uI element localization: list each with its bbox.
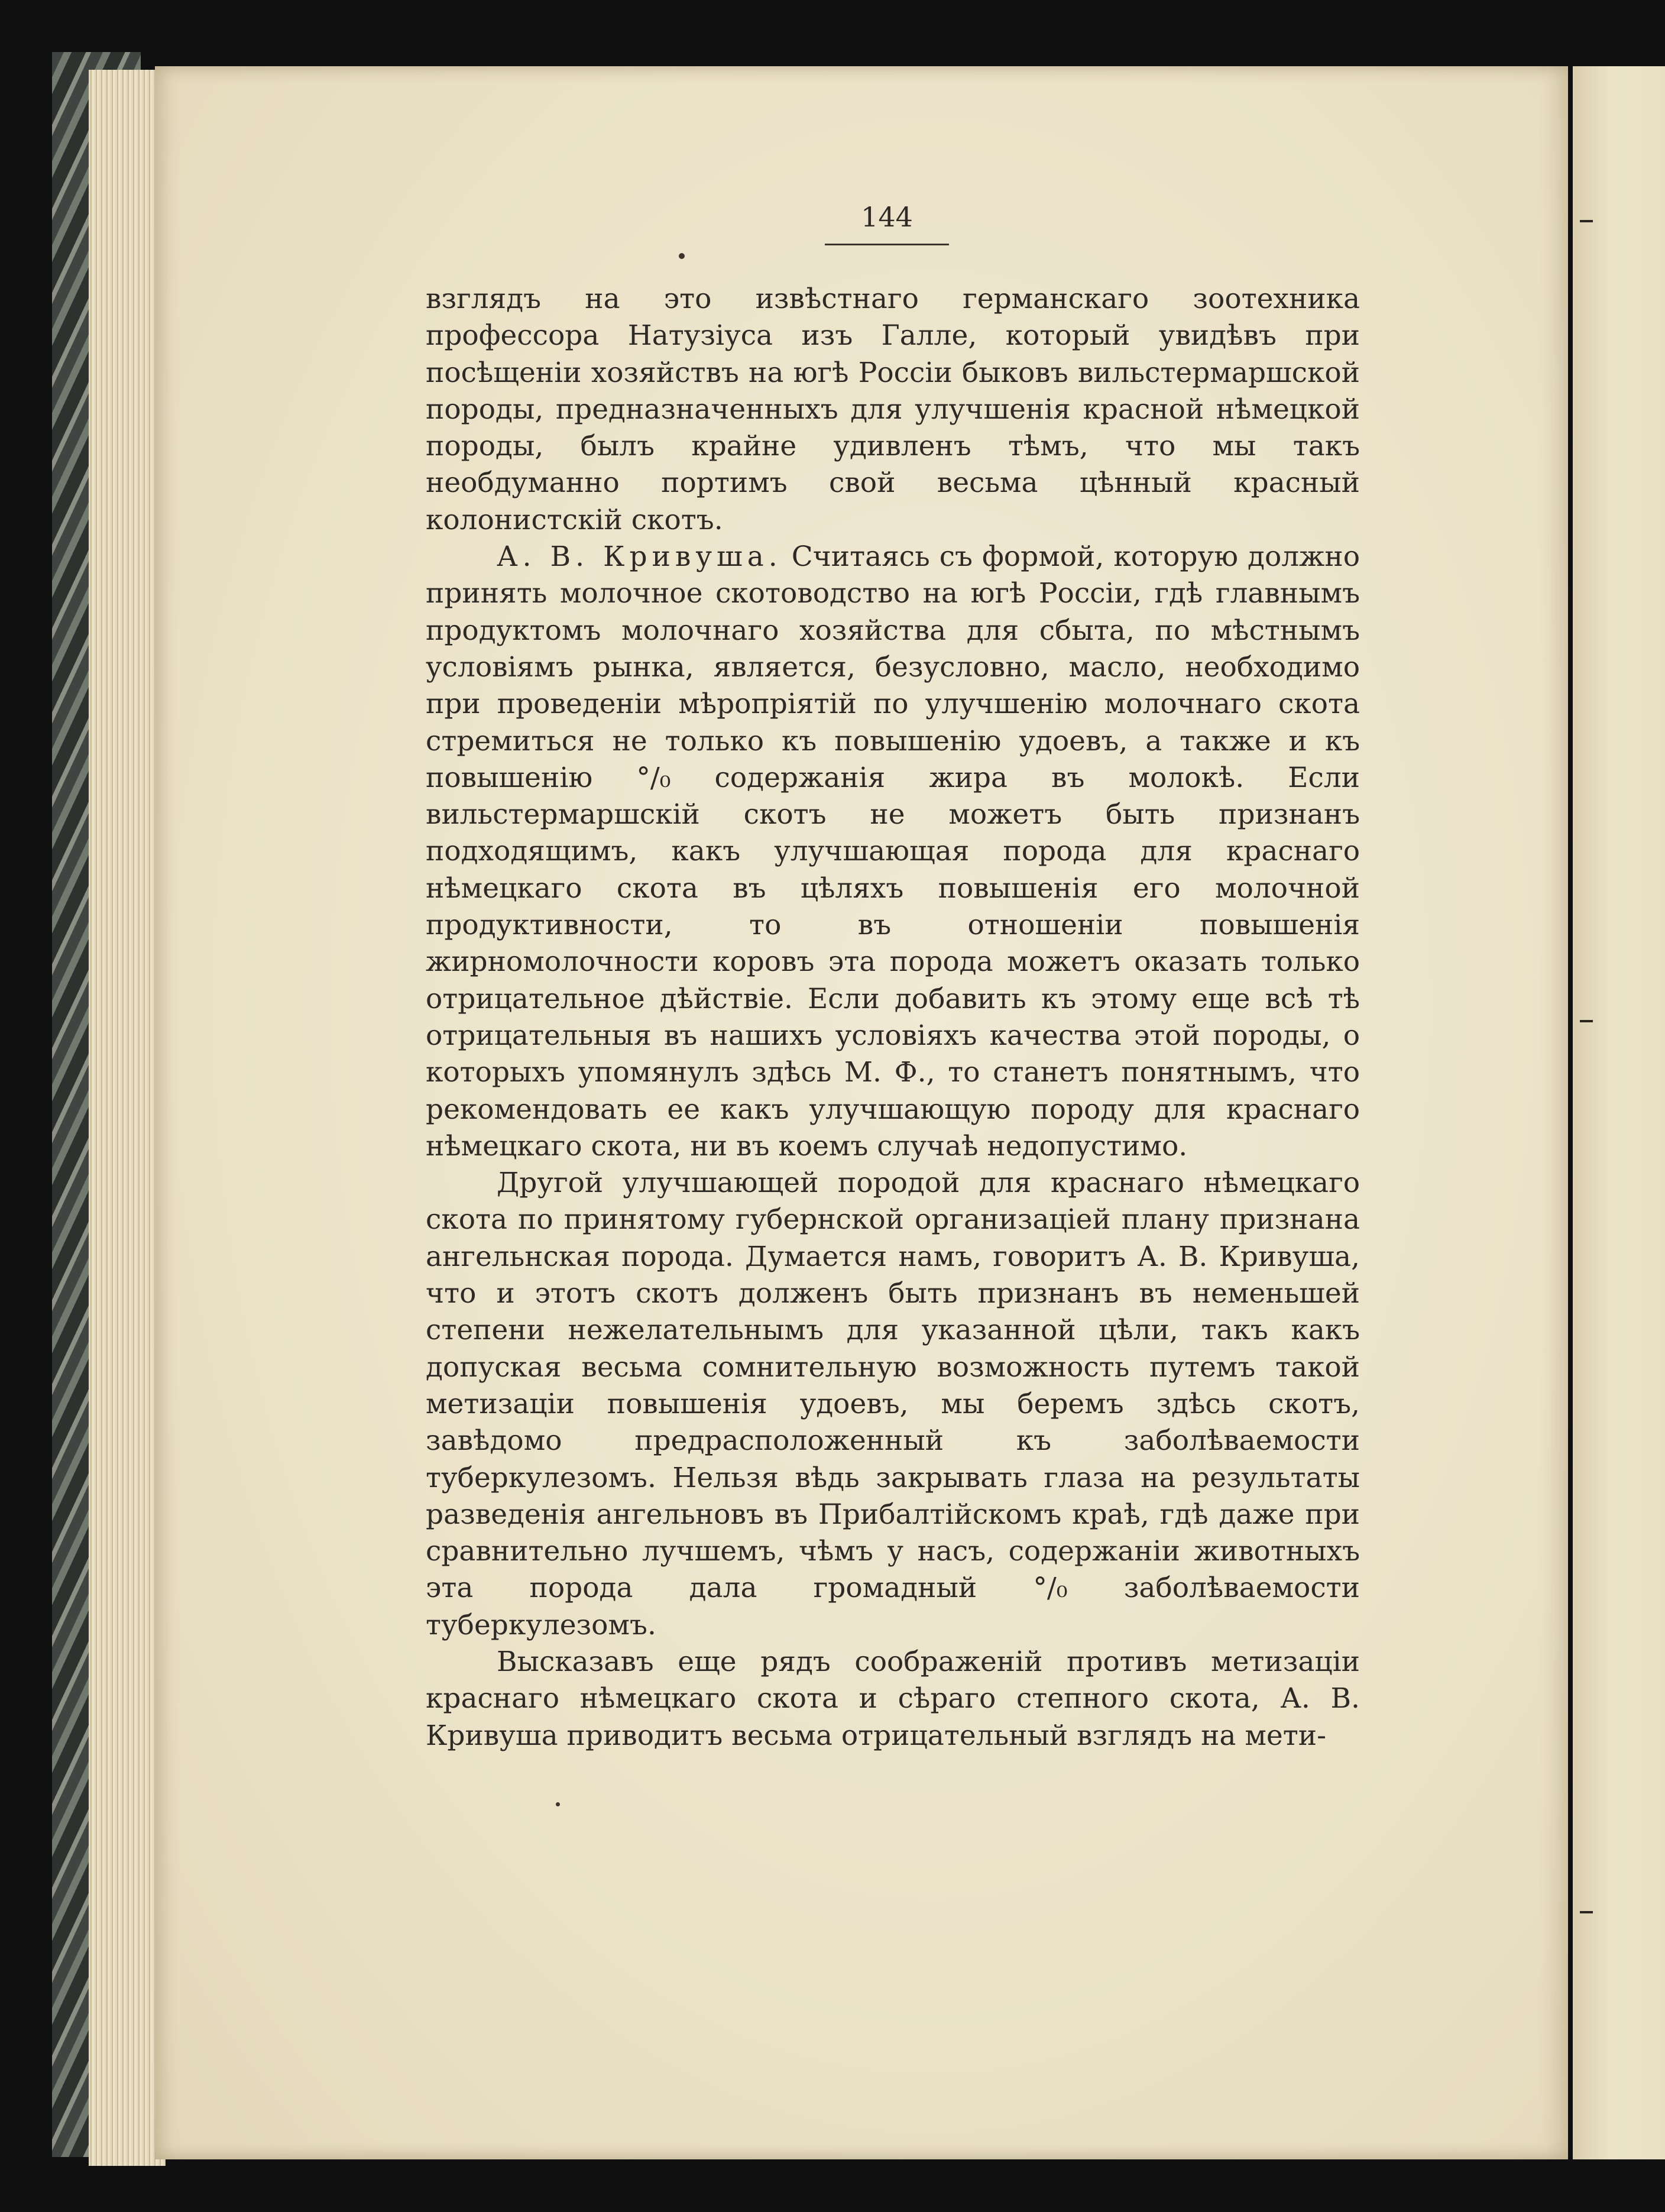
margin-tick <box>1580 1020 1593 1022</box>
body-text <box>426 281 1360 1754</box>
paragraph-2 <box>426 539 1360 1165</box>
speaker-name: А. В. Кривуша. <box>497 540 782 574</box>
margin-tick <box>1580 220 1593 222</box>
paragraph-text: Другой улучшающей породой для краснаго нѣмецкаго скота по принятому губернской организаціей плану признана ангельнская порода. Думается намъ, говоритъ А. В. Кривуша, что и этотъ скотъ долженъ быть признанъ въ неменьшей степени нежелательнымъ для указанной цѣли, такъ какъ допуская весьма сомнительную возможность путемъ такой метизаціи повышенія удоевъ, мы беремъ здѣсь скотъ, завѣдомо предрасположенный къ заболѣваемости туберкулезомъ. Нельзя вѣдь закрывать глаза на результаты разведенія ангельновъ въ Прибалтійскомъ краѣ, гдѣ даже при сравнительно лучшемъ, чѣмъ у насъ, содержаніи животныхъ эта порода дала громадный °/₀ заболѣваемости туберкулезомъ. <box>426 1167 1360 1641</box>
page-number: 144 <box>861 201 913 233</box>
facing-page-edge <box>1573 66 1665 2159</box>
paragraph-text: Считаясь съ формой, которую должно принять молочное скотоводство на югѣ Россіи, гдѣ главнымъ продуктомъ молочнаго хозяйства для сбыта, по мѣстнымъ условіямъ рынка, является, безусловно, масло, необходимо при проведеніи мѣропріятій по улучшенію молочнаго скота стремиться не только къ повышенію удоевъ, а также и къ повышенію °/₀ содержанія жира въ молокѣ. Если вильстермаршскій скотъ не можетъ быть признанъ подходящимъ, какъ улучшающая порода для краснаго нѣмецкаго скота въ цѣляхъ повышенія его молочной продуктивности, то въ отношеніи повышенія жирномолочности коровъ эта порода можетъ оказать только отрицательное дѣйствіе. Если добавить къ этому еще всѣ тѣ отрицательныя въ нашихъ условіяхъ качества этой породы, о которыхъ упомянулъ здѣсь М. Ф., то станетъ понятнымъ, что рекомендовать ее какъ улучшающую породу для краснаго нѣмецкаго скота, ни въ коемъ случаѣ недопустимо. <box>426 540 1360 1162</box>
paragraph-text: взглядъ на это извѣстнаго германскаго зоотехника профессора Натузіуса изъ Галле, который увидѣвъ при посѣщеніи хозяйствъ на югѣ Россіи быковъ вильстермаршской породы, предназначенныхъ для улучшенія красной нѣмецкой породы, былъ крайне удивленъ тѣмъ, что мы такъ необдуманно портимъ свой весьма цѣнный красный колонистскій скотъ. <box>426 283 1360 536</box>
paragraph-3 <box>426 1165 1360 1644</box>
margin-tick <box>1580 1911 1593 1913</box>
ink-speck <box>679 253 685 259</box>
paragraph-1 <box>426 281 1360 539</box>
page-number-rule <box>825 244 949 245</box>
ink-speck <box>556 1802 560 1806</box>
paragraph-4 <box>426 1644 1360 1754</box>
page-edges <box>89 70 166 2166</box>
paragraph-text: Высказавъ еще рядъ соображеній противъ метизаціи краснаго нѣмецкаго скота и сѣраго степного скота, А. В. Кривуша приводитъ весьма отрицательный взглядъ на мети- <box>426 1645 1360 1752</box>
